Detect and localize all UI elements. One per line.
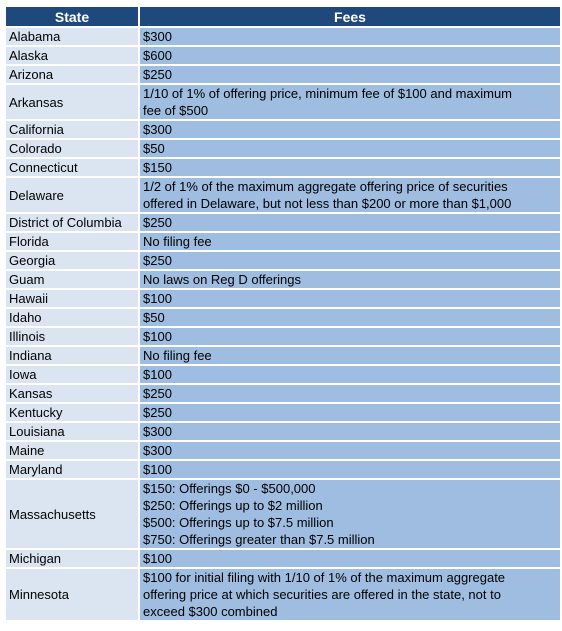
fee-cell [140,404,560,421]
fee-line: $750: Offerings greater than $7.5 million [143,532,375,547]
state-cell: Maine [6,442,138,459]
state-cell: Kansas [6,385,138,402]
fee-line: fee of $500 [143,103,209,118]
fee-line: exceed $300 combined [143,604,278,619]
table-body [6,28,560,620]
fee-line: $300 [143,29,172,44]
header-state: State [6,7,138,26]
fee-cell [140,178,560,212]
state-cell: Florida [6,233,138,250]
state-cell: Maryland [6,461,138,478]
state-cell: Kentucky [6,404,138,421]
table-row [6,328,560,345]
state-cell: Arkansas [6,85,138,119]
table-row [6,121,560,138]
fee-line: No filing fee [143,234,212,249]
fee-line: $100 [143,291,172,306]
fee-line: 1/10 of 1% of offering price, minimum fee of $100 and maximum [143,86,513,101]
fee-line: $250: Offerings up to $2 million [143,498,323,513]
fee-line: $100 [143,367,172,382]
fee-cell [140,233,560,250]
fee-cell [140,442,560,459]
table-row [6,85,560,119]
table-row [6,347,560,364]
fee-cell [140,140,560,157]
fee-cell [140,480,560,548]
state-cell: Iowa [6,366,138,383]
table-row [6,404,560,421]
state-cell: Colorado [6,140,138,157]
state-cell: Georgia [6,252,138,269]
fee-cell [140,85,560,119]
fee-cell [140,423,560,440]
fee-line: $300 [143,443,172,458]
state-cell: Michigan [6,550,138,567]
state-cell: Illinois [6,328,138,345]
table-row [6,569,560,620]
table-row [6,423,560,440]
header-fees: Fees [140,7,560,26]
state-cell: Connecticut [6,159,138,176]
state-cell: Massachusetts [6,480,138,548]
header-row [6,7,560,26]
fee-line: $300 [143,424,172,439]
fee-line: offered in Delaware, but not less than $200 or more than $1,000 [143,196,512,211]
state-cell: Louisiana [6,423,138,440]
table-row [6,178,560,212]
fee-cell [140,290,560,307]
fee-line: $500: Offerings up to $7.5 million [143,515,334,530]
fee-line: No filing fee [143,348,212,363]
table-row [6,159,560,176]
state-cell: Guam [6,271,138,288]
fee-cell [140,214,560,231]
fee-cell [140,366,560,383]
table-row [6,271,560,288]
fee-line: $150 [143,160,172,175]
state-cell: Alaska [6,47,138,64]
fee-cell [140,47,560,64]
state-cell: Hawaii [6,290,138,307]
state-cell: Arizona [6,66,138,83]
fee-cell [140,347,560,364]
state-cell: Indiana [6,347,138,364]
state-cell: Idaho [6,309,138,326]
fee-cell [140,28,560,45]
table-row [6,233,560,250]
fee-line: $250 [143,67,172,82]
fee-cell [140,569,560,620]
state-cell: Alabama [6,28,138,45]
fee-cell [140,328,560,345]
fee-line: $300 [143,122,172,137]
fee-line: $100 [143,462,172,477]
state-cell: Delaware [6,178,138,212]
fee-line: $250 [143,215,172,230]
table-row [6,290,560,307]
table-row [6,28,560,45]
fee-line: 1/2 of 1% of the maximum aggregate offering price of securities [143,179,508,194]
table-row [6,309,560,326]
fee-line: No laws on Reg D offerings [143,272,302,287]
table-row [6,66,560,83]
state-fees-table [4,5,562,622]
fee-cell [140,385,560,402]
fee-line: $100 for initial filing with 1/10 of 1% of the maximum aggregate [143,570,506,585]
table-row [6,366,560,383]
table-row [6,480,560,548]
fee-line: $150: Offerings $0 - $500,000 [143,481,316,496]
fee-line: $100 [143,551,172,566]
fee-line: $50 [143,310,165,325]
table-row [6,252,560,269]
fee-line: offering price at which securities are offered in the state, not to [143,587,501,602]
table-row [6,385,560,402]
table-row [6,550,560,567]
fee-cell [140,66,560,83]
fee-line: $50 [143,141,165,156]
table-row [6,214,560,231]
state-cell: District of Columbia [6,214,138,231]
fee-cell [140,252,560,269]
fee-cell [140,159,560,176]
state-cell: Minnesota [6,569,138,620]
table-row [6,140,560,157]
fee-cell [140,309,560,326]
fee-line: $250 [143,386,172,401]
table-row [6,442,560,459]
table-row [6,461,560,478]
fee-cell [140,271,560,288]
fee-cell [140,461,560,478]
fee-line: $600 [143,48,172,63]
fee-line: $250 [143,405,172,420]
table-row [6,47,560,64]
fee-cell [140,550,560,567]
fee-line: $100 [143,329,172,344]
state-cell: California [6,121,138,138]
fee-cell [140,121,560,138]
fee-line: $250 [143,253,172,268]
